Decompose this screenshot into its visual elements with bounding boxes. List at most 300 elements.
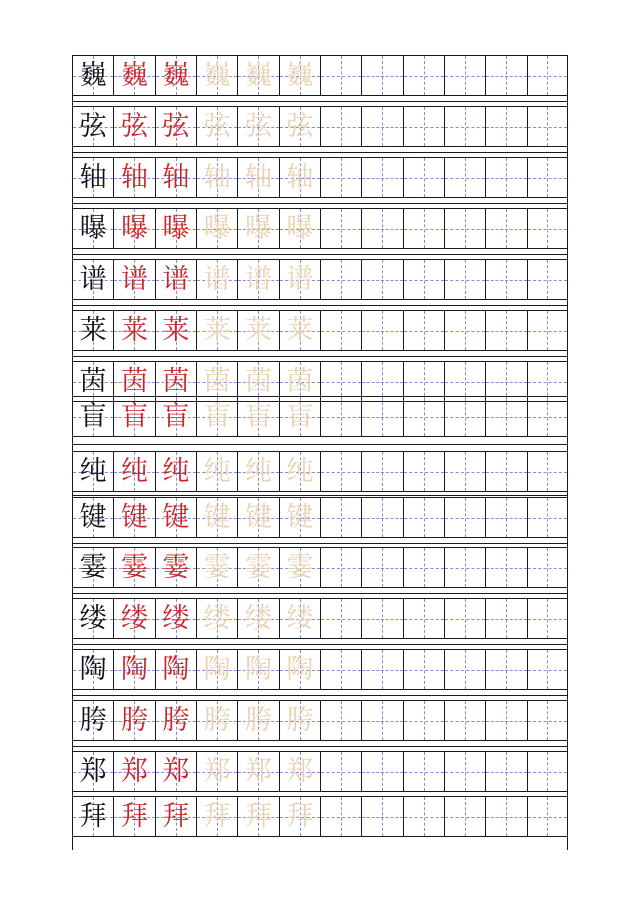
- grid-cell: [361, 260, 402, 299]
- horizontal-guide-line: [528, 619, 567, 620]
- trace-character: 巍: [244, 60, 272, 91]
- red-example-character: 陶: [162, 654, 190, 685]
- grid-cell: [403, 397, 444, 436]
- grid-cell: [485, 158, 526, 197]
- grid-cell: [237, 107, 278, 146]
- trace-character: 曝: [244, 213, 272, 244]
- grid-cell: [279, 56, 320, 95]
- trace-character: 茵: [244, 366, 272, 397]
- red-example-character: 弦: [120, 111, 148, 142]
- trace-character: 键: [203, 502, 231, 533]
- grid-cell: [320, 452, 361, 491]
- grid-cell: [155, 498, 196, 537]
- horizontal-guide-line: [486, 382, 526, 383]
- trace-character: 陶: [286, 654, 314, 685]
- horizontal-guide-line: [445, 331, 485, 332]
- grid-cell: [237, 548, 278, 587]
- grid-cell: [361, 209, 402, 248]
- horizontal-guide-line: [321, 127, 361, 128]
- practice-row: [72, 751, 568, 792]
- red-example-character: 轴: [120, 162, 148, 193]
- grid-cell: [485, 209, 526, 248]
- horizontal-guide-line: [445, 817, 485, 818]
- grid-cell: [155, 311, 196, 350]
- grid-cell: [196, 498, 237, 537]
- row-separator-line: [72, 644, 568, 645]
- trace-character: 莱: [244, 315, 272, 346]
- horizontal-guide-line: [445, 670, 485, 671]
- trace-character: 弦: [286, 111, 314, 142]
- horizontal-guide-line: [486, 280, 526, 281]
- model-character: 霎: [79, 552, 107, 583]
- grid-cell: [403, 498, 444, 537]
- grid-cell: [320, 158, 361, 197]
- trace-character: 谱: [244, 264, 272, 295]
- trace-character: 缕: [286, 603, 314, 634]
- grid-cell: [444, 311, 485, 350]
- horizontal-guide-line: [362, 382, 402, 383]
- grid-cell: [196, 362, 237, 401]
- red-example-character: 莱: [120, 315, 148, 346]
- grid-cell: [485, 650, 526, 689]
- horizontal-guide-line: [528, 772, 567, 773]
- grid-cell: [237, 158, 278, 197]
- model-character: 拜: [79, 801, 107, 832]
- grid-cell: [279, 311, 320, 350]
- practice-row: [72, 649, 568, 690]
- grid-cell: [196, 701, 237, 740]
- grid-cell: [320, 752, 361, 791]
- practice-row: [72, 259, 568, 300]
- grid-cell: [361, 158, 402, 197]
- horizontal-guide-line: [321, 76, 361, 77]
- row-separator-line: [72, 203, 568, 204]
- grid-cell: [444, 397, 485, 436]
- practice-row: [72, 547, 568, 588]
- grid-cell: [444, 158, 485, 197]
- trace-character: 莱: [286, 315, 314, 346]
- horizontal-guide-line: [486, 670, 526, 671]
- grid-cell: [485, 397, 526, 436]
- trace-character: 轴: [244, 162, 272, 193]
- grid-cell: [485, 599, 526, 638]
- grid-cell: [72, 209, 113, 248]
- grid-cell: [237, 397, 278, 436]
- practice-sheet: [72, 55, 568, 850]
- grid-cell: [237, 650, 278, 689]
- trace-character: 陶: [203, 654, 231, 685]
- horizontal-guide-line: [321, 568, 361, 569]
- horizontal-guide-line: [321, 772, 361, 773]
- red-example-character: 轴: [162, 162, 190, 193]
- horizontal-guide-line: [362, 331, 402, 332]
- horizontal-guide-line: [528, 568, 567, 569]
- grid-cell: [196, 158, 237, 197]
- grid-cell: [155, 599, 196, 638]
- grid-cell: [72, 650, 113, 689]
- grid-cell: [72, 797, 113, 836]
- row-separator-line: [72, 746, 568, 747]
- horizontal-guide-line: [362, 817, 402, 818]
- grid-cell: [237, 498, 278, 537]
- red-example-character: 巍: [162, 60, 190, 91]
- grid-cell: [527, 752, 568, 791]
- horizontal-guide-line: [321, 229, 361, 230]
- horizontal-guide-line: [362, 417, 402, 418]
- horizontal-guide-line: [321, 721, 361, 722]
- grid-cell: [527, 599, 568, 638]
- grid-cell: [361, 548, 402, 587]
- red-example-character: 盲: [120, 401, 148, 432]
- horizontal-guide-line: [486, 518, 526, 519]
- horizontal-guide-line: [321, 417, 361, 418]
- horizontal-guide-line: [445, 721, 485, 722]
- grid-cell: [444, 498, 485, 537]
- red-example-character: 莱: [162, 315, 190, 346]
- grid-cell: [527, 498, 568, 537]
- grid-cell: [72, 311, 113, 350]
- grid-cell: [113, 311, 154, 350]
- trace-character: 郑: [244, 756, 272, 787]
- grid-cell: [403, 797, 444, 836]
- horizontal-guide-line: [362, 670, 402, 671]
- horizontal-guide-line: [528, 280, 567, 281]
- grid-cell: [155, 452, 196, 491]
- grid-cell: [237, 260, 278, 299]
- grid-cell: [320, 107, 361, 146]
- red-example-character: 陶: [120, 654, 148, 685]
- grid-cell: [320, 548, 361, 587]
- practice-row: [72, 157, 568, 198]
- model-character: 陶: [79, 654, 107, 685]
- horizontal-guide-line: [528, 472, 567, 473]
- red-example-character: 拜: [162, 801, 190, 832]
- trace-character: 盲: [203, 401, 231, 432]
- grid-cell: [196, 752, 237, 791]
- horizontal-guide-line: [404, 472, 444, 473]
- horizontal-guide-line: [362, 229, 402, 230]
- row-separator-line: [72, 305, 568, 306]
- trace-character: 拜: [244, 801, 272, 832]
- row-separator-line: [72, 543, 568, 544]
- horizontal-guide-line: [528, 817, 567, 818]
- horizontal-guide-line: [486, 331, 526, 332]
- grid-cell: [485, 311, 526, 350]
- practice-row: [72, 310, 568, 351]
- trace-character: 拜: [286, 801, 314, 832]
- model-character: 键: [79, 502, 107, 533]
- practice-row: [72, 106, 568, 147]
- model-character: 缕: [79, 603, 107, 634]
- row-separator-line: [72, 695, 568, 696]
- grid-cell: [527, 548, 568, 587]
- horizontal-guide-line: [404, 229, 444, 230]
- horizontal-guide-line: [445, 417, 485, 418]
- grid-cell: [403, 599, 444, 638]
- grid-cell: [196, 548, 237, 587]
- grid-cell: [113, 599, 154, 638]
- horizontal-guide-line: [528, 76, 567, 77]
- trace-character: 谱: [203, 264, 231, 295]
- grid-cell: [196, 260, 237, 299]
- grid-cell: [279, 452, 320, 491]
- grid-cell: [155, 548, 196, 587]
- practice-row: [72, 598, 568, 639]
- red-example-character: 键: [120, 502, 148, 533]
- trace-character: 键: [286, 502, 314, 533]
- grid-cell: [444, 107, 485, 146]
- grid-cell: [72, 260, 113, 299]
- horizontal-guide-line: [362, 518, 402, 519]
- grid-cell: [485, 452, 526, 491]
- grid-cell: [361, 498, 402, 537]
- horizontal-guide-line: [445, 568, 485, 569]
- horizontal-guide-line: [404, 178, 444, 179]
- horizontal-guide-line: [362, 568, 402, 569]
- model-character: 谱: [79, 264, 107, 295]
- grid-cell: [527, 397, 568, 436]
- grid-cell: [444, 752, 485, 791]
- horizontal-guide-line: [486, 568, 526, 569]
- grid-cell: [279, 107, 320, 146]
- grid-cell: [320, 56, 361, 95]
- grid-cell: [196, 397, 237, 436]
- horizontal-guide-line: [321, 619, 361, 620]
- grid-cell: [320, 650, 361, 689]
- grid-cell: [237, 752, 278, 791]
- trace-character: 轴: [203, 162, 231, 193]
- grid-cell: [279, 548, 320, 587]
- grid-cell: [237, 311, 278, 350]
- grid-cell: [485, 548, 526, 587]
- grid-cell: [361, 397, 402, 436]
- grid-cell: [196, 452, 237, 491]
- grid-cell: [279, 498, 320, 537]
- practice-row: [72, 497, 568, 538]
- grid-cell: [155, 397, 196, 436]
- grid-cell: [527, 797, 568, 836]
- grid-cell: [113, 260, 154, 299]
- horizontal-guide-line: [528, 331, 567, 332]
- row-separator-line: [72, 152, 568, 153]
- grid-cell: [403, 209, 444, 248]
- grid-cell: [237, 56, 278, 95]
- horizontal-guide-line: [445, 382, 485, 383]
- model-character: 轴: [79, 162, 107, 193]
- grid-cell: [155, 260, 196, 299]
- horizontal-guide-line: [404, 772, 444, 773]
- red-example-character: 胯: [162, 705, 190, 736]
- grid-cell: [527, 158, 568, 197]
- grid-cell: [444, 56, 485, 95]
- horizontal-guide-line: [486, 229, 526, 230]
- trace-character: 谱: [286, 264, 314, 295]
- practice-row: [72, 451, 568, 492]
- horizontal-guide-line: [404, 382, 444, 383]
- grid-cell: [113, 752, 154, 791]
- grid-cell: [527, 701, 568, 740]
- grid-cell: [361, 599, 402, 638]
- grid-cell: [155, 158, 196, 197]
- red-example-character: 曝: [120, 213, 148, 244]
- grid-cell: [155, 650, 196, 689]
- horizontal-guide-line: [486, 127, 526, 128]
- model-character: 郑: [79, 756, 107, 787]
- horizontal-guide-line: [321, 518, 361, 519]
- grid-cell: [320, 701, 361, 740]
- grid-cell: [485, 107, 526, 146]
- grid-cell: [279, 260, 320, 299]
- grid-cell: [237, 209, 278, 248]
- practice-row: [72, 796, 568, 837]
- trace-character: 胯: [244, 705, 272, 736]
- grid-cell: [361, 797, 402, 836]
- red-example-character: 弦: [162, 111, 190, 142]
- red-example-character: 谱: [162, 264, 190, 295]
- horizontal-guide-line: [445, 772, 485, 773]
- grid-cell: [403, 260, 444, 299]
- grid-cell: [72, 548, 113, 587]
- grid-cell: [72, 599, 113, 638]
- trace-character: 曝: [203, 213, 231, 244]
- horizontal-guide-line: [362, 178, 402, 179]
- model-character: 纯: [79, 456, 107, 487]
- trace-character: 巍: [286, 60, 314, 91]
- trace-character: 轴: [286, 162, 314, 193]
- grid-cell: [527, 650, 568, 689]
- practice-row: [72, 208, 568, 249]
- horizontal-guide-line: [486, 721, 526, 722]
- horizontal-guide-line: [404, 417, 444, 418]
- grid-cell: [527, 56, 568, 95]
- grid-cell: [72, 56, 113, 95]
- horizontal-guide-line: [362, 76, 402, 77]
- grid-cell: [527, 452, 568, 491]
- red-example-character: 缕: [162, 603, 190, 634]
- grid-cell: [403, 752, 444, 791]
- grid-cell: [403, 158, 444, 197]
- horizontal-guide-line: [404, 619, 444, 620]
- grid-cell: [113, 56, 154, 95]
- grid-cell: [113, 362, 154, 401]
- horizontal-guide-line: [445, 178, 485, 179]
- model-character: 巍: [79, 60, 107, 91]
- horizontal-guide-line: [404, 127, 444, 128]
- grid-cell: [444, 650, 485, 689]
- grid-cell: [237, 452, 278, 491]
- trace-character: 胯: [203, 705, 231, 736]
- red-example-character: 曝: [162, 213, 190, 244]
- red-example-character: 缕: [120, 603, 148, 634]
- grid-cell: [444, 548, 485, 587]
- horizontal-guide-line: [528, 417, 567, 418]
- row-separator-line: [72, 254, 568, 255]
- horizontal-guide-line: [321, 178, 361, 179]
- grid-cell: [403, 452, 444, 491]
- red-example-character: 纯: [162, 456, 190, 487]
- grid-cell: [196, 650, 237, 689]
- grid-cell: [155, 362, 196, 401]
- horizontal-guide-line: [528, 518, 567, 519]
- grid-cell: [527, 107, 568, 146]
- model-character: 曝: [79, 213, 107, 244]
- trace-character: 郑: [203, 756, 231, 787]
- row-separator-line: [72, 593, 568, 594]
- grid-cell: [527, 209, 568, 248]
- grid-cell: [485, 260, 526, 299]
- grid-cell: [361, 56, 402, 95]
- grid-cell: [72, 362, 113, 401]
- trace-character: 茵: [203, 366, 231, 397]
- model-character: 胯: [79, 705, 107, 736]
- grid-cell: [196, 311, 237, 350]
- grid-cell: [113, 701, 154, 740]
- grid-cell: [320, 260, 361, 299]
- horizontal-guide-line: [362, 721, 402, 722]
- horizontal-guide-line: [486, 619, 526, 620]
- red-example-character: 霎: [120, 552, 148, 583]
- horizontal-guide-line: [404, 76, 444, 77]
- horizontal-guide-line: [528, 670, 567, 671]
- grid-cell: [403, 701, 444, 740]
- trace-character: 弦: [203, 111, 231, 142]
- grid-cell: [403, 650, 444, 689]
- grid-cell: [361, 107, 402, 146]
- grid-cell: [113, 452, 154, 491]
- trace-character: 莱: [203, 315, 231, 346]
- grid-cell: [72, 498, 113, 537]
- red-example-character: 键: [162, 502, 190, 533]
- practice-row: [72, 700, 568, 741]
- grid-cell: [444, 599, 485, 638]
- grid-cell: [113, 158, 154, 197]
- trace-character: 纯: [286, 456, 314, 487]
- grid-cell: [361, 752, 402, 791]
- trace-character: 曝: [286, 213, 314, 244]
- grid-cell: [155, 107, 196, 146]
- trace-character: 胯: [286, 705, 314, 736]
- horizontal-guide-line: [321, 382, 361, 383]
- grid-cell: [279, 701, 320, 740]
- model-character: 盲: [79, 401, 107, 432]
- grid-cell: [403, 56, 444, 95]
- horizontal-guide-line: [321, 670, 361, 671]
- grid-cell: [113, 797, 154, 836]
- horizontal-guide-line: [486, 178, 526, 179]
- horizontal-guide-line: [362, 772, 402, 773]
- grid-cell: [403, 107, 444, 146]
- grid-cell: [196, 209, 237, 248]
- grid-cell: [485, 701, 526, 740]
- trace-character: 陶: [244, 654, 272, 685]
- grid-cell: [444, 452, 485, 491]
- red-example-character: 谱: [120, 264, 148, 295]
- horizontal-guide-line: [528, 229, 567, 230]
- row-separator-line: [72, 444, 568, 445]
- row-separator-line: [72, 356, 568, 357]
- grid-cell: [155, 56, 196, 95]
- trace-character: 盲: [286, 401, 314, 432]
- horizontal-guide-line: [528, 127, 567, 128]
- grid-cell: [155, 209, 196, 248]
- horizontal-guide-line: [486, 817, 526, 818]
- grid-cell: [72, 752, 113, 791]
- horizontal-guide-line: [362, 127, 402, 128]
- horizontal-guide-line: [404, 670, 444, 671]
- grid-cell: [237, 362, 278, 401]
- red-example-character: 拜: [120, 801, 148, 832]
- grid-cell: [485, 498, 526, 537]
